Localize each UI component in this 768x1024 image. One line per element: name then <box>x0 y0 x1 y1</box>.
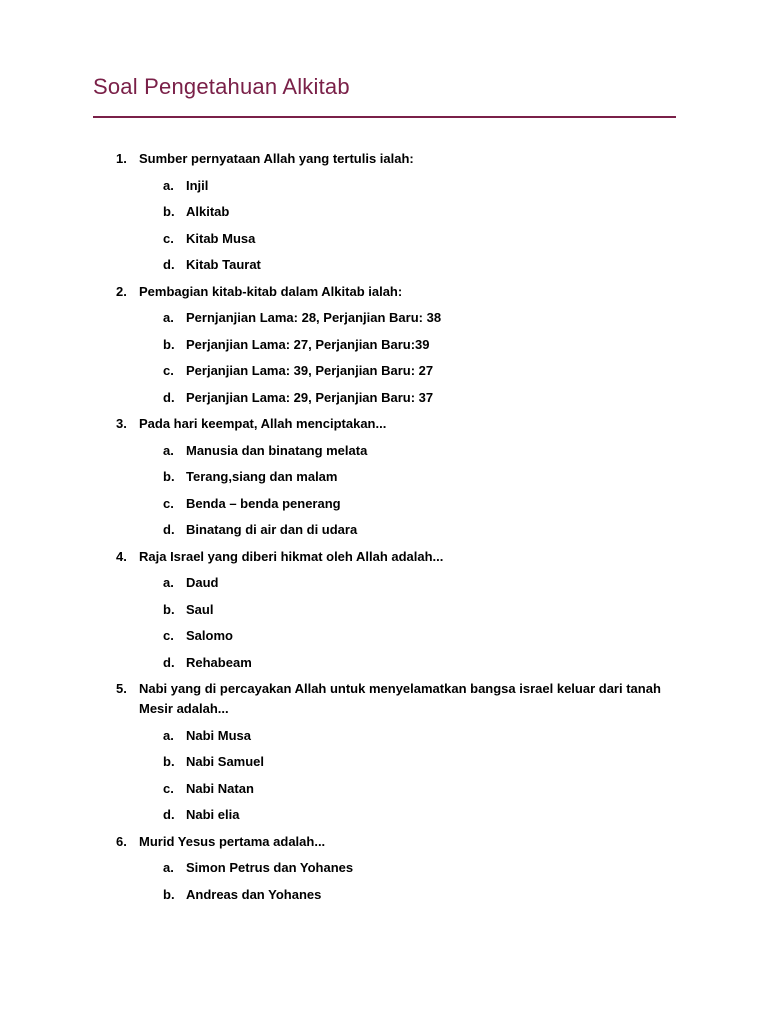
option-item <box>0 653 768 673</box>
question-number: 3. <box>116 416 127 431</box>
option-list <box>0 858 768 905</box>
option-item <box>0 779 768 799</box>
option-text: Perjanjian Lama: 29, Perjanjian Baru: 37 <box>186 389 434 405</box>
question-item <box>0 282 768 408</box>
question-row <box>0 149 768 169</box>
question-text: Murid Yesus pertama adalah... <box>139 833 326 849</box>
option-text: Nabi Natan <box>186 780 254 796</box>
option-item <box>0 726 768 746</box>
question-item <box>0 832 768 905</box>
option-text: Rehabeam <box>186 654 252 670</box>
option-letter: d. <box>163 389 175 405</box>
option-letter: b. <box>163 469 175 484</box>
option-item <box>0 335 768 355</box>
option-text: Nabi Samuel <box>186 754 265 769</box>
question-text: Sumber pernyataan Allah yang tertulis ialah: <box>139 151 414 166</box>
question-text: Pada hari keempat, Allah menciptakan... <box>139 416 387 431</box>
option-item <box>0 176 768 196</box>
option-item <box>0 202 768 222</box>
question-row <box>0 679 768 719</box>
question-item <box>0 547 768 673</box>
option-letter: d. <box>163 257 175 272</box>
question-text: Pembagian kitab-kitab dalam Alkitab ialah: <box>139 283 403 299</box>
option-item <box>0 308 768 328</box>
option-letter: d. <box>163 654 175 670</box>
option-item <box>0 600 768 620</box>
option-text: Injil <box>186 177 209 193</box>
title-divider <box>93 116 676 118</box>
option-text: Salomo <box>186 628 233 643</box>
option-text: Kitab Musa <box>186 230 256 246</box>
option-text: Daud <box>186 575 219 590</box>
option-letter: b. <box>163 754 175 769</box>
option-item <box>0 467 768 487</box>
option-letter: d. <box>163 807 175 822</box>
option-letter: b. <box>163 886 175 902</box>
option-text: Andreas dan Yohanes <box>186 886 322 902</box>
option-text: Binatang di air dan di udara <box>186 522 358 537</box>
option-letter: a. <box>163 727 174 743</box>
option-item <box>0 255 768 275</box>
option-item <box>0 494 768 514</box>
option-letter: a. <box>163 575 174 590</box>
question-row <box>0 547 768 567</box>
option-item <box>0 229 768 249</box>
option-item <box>0 388 768 408</box>
option-text: Simon Petrus dan Yohanes <box>186 860 354 875</box>
option-list <box>0 573 768 673</box>
question-text: Raja Israel yang diberi hikmat oleh Allah adalah... <box>139 548 444 564</box>
option-item <box>0 573 768 593</box>
option-letter: b. <box>163 336 175 352</box>
option-text: Terang,siang dan malam <box>186 469 338 484</box>
option-text: Benda – benda penerang <box>186 495 341 511</box>
option-text: Pernjanjian Lama: 28, Perjanjian Baru: 38 <box>186 310 442 325</box>
question-item <box>0 679 768 825</box>
option-list <box>0 176 768 276</box>
question-number: 5. <box>116 681 127 696</box>
option-letter: b. <box>163 601 175 617</box>
option-item <box>0 361 768 381</box>
question-row <box>0 832 768 852</box>
document-title: Soal Pengetahuan Alkitab <box>93 74 350 99</box>
question-number: 6. <box>116 833 127 849</box>
option-item <box>0 626 768 646</box>
option-letter: c. <box>163 230 174 246</box>
option-letter: a. <box>163 442 174 458</box>
question-number: 1. <box>116 151 127 166</box>
option-text: Perjanjian Lama: 39, Perjanjian Baru: 27 <box>186 363 434 378</box>
question-row <box>0 414 768 434</box>
option-list <box>0 308 768 408</box>
option-list <box>0 441 768 541</box>
option-item <box>0 858 768 878</box>
option-item <box>0 441 768 461</box>
option-text: Perjanjian Lama: 27, Perjanjian Baru:39 <box>186 336 430 352</box>
option-text: Saul <box>186 601 214 617</box>
option-text: Kitab Taurat <box>186 257 261 272</box>
option-item <box>0 520 768 540</box>
question-list <box>0 149 768 911</box>
option-item <box>0 805 768 825</box>
option-letter: c. <box>163 495 174 511</box>
question-text: Nabi yang di percayakan Allah untuk menyelamatkan bangsa israel keluar dari tanah Mesir adalah... <box>139 681 661 716</box>
option-letter: c. <box>163 363 174 378</box>
question-number: 2. <box>116 283 127 299</box>
option-letter: b. <box>163 204 175 219</box>
option-list <box>0 726 768 826</box>
option-text: Manusia dan binatang melata <box>186 442 368 458</box>
option-letter: d. <box>163 522 175 537</box>
option-item <box>0 752 768 772</box>
option-item <box>0 885 768 905</box>
option-text: Alkitab <box>186 204 230 219</box>
option-letter: c. <box>163 628 174 643</box>
option-text: Nabi elia <box>186 807 240 822</box>
option-letter: c. <box>163 780 174 796</box>
question-item <box>0 414 768 540</box>
option-letter: a. <box>163 310 174 325</box>
option-letter: a. <box>163 860 174 875</box>
option-letter: a. <box>163 177 174 193</box>
question-number: 4. <box>116 548 127 564</box>
option-text: Nabi Musa <box>186 727 252 743</box>
question-item <box>0 149 768 275</box>
question-row <box>0 282 768 302</box>
